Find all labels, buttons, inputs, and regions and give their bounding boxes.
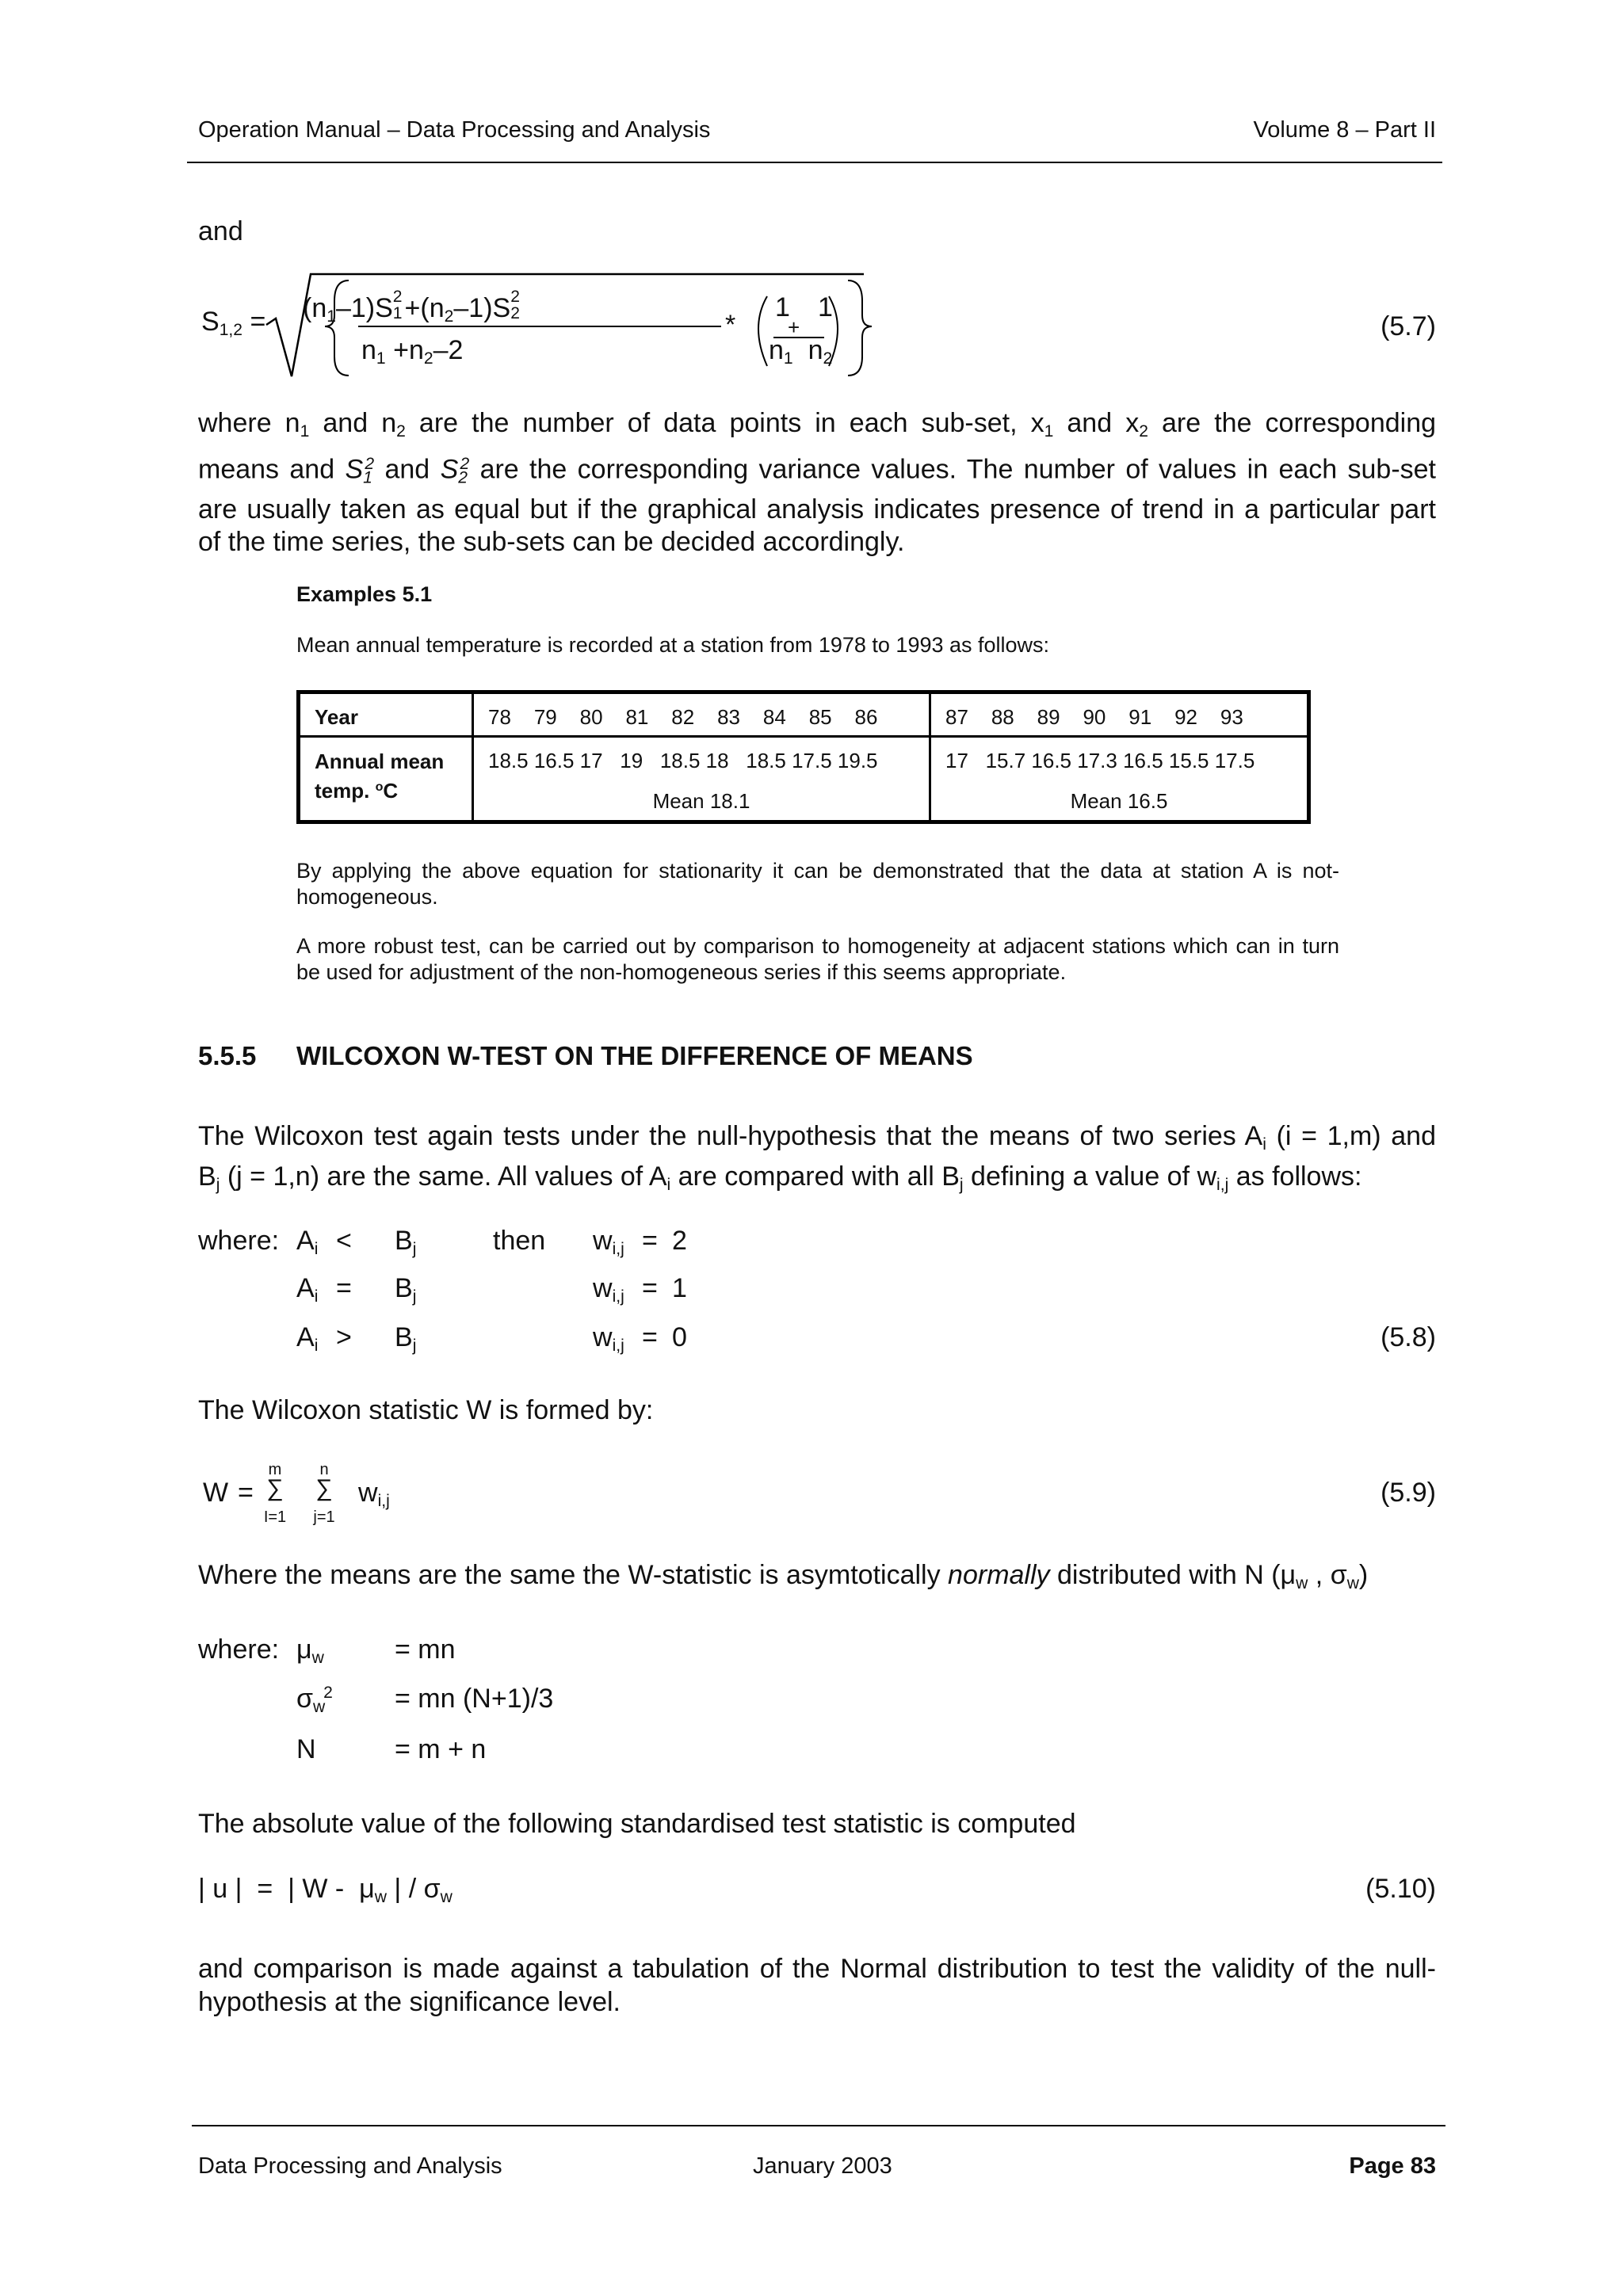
eq57-radical-svg bbox=[262, 269, 872, 388]
eq57-one-b: 1 bbox=[818, 292, 833, 322]
intro-and: and bbox=[198, 216, 243, 246]
eq57-one-a: 1 bbox=[775, 292, 790, 322]
header-rule bbox=[187, 162, 1442, 163]
para1-line3: are usually taken as equal but if the graphical analysis indicates presence of trend in a particular part bbox=[198, 494, 1436, 525]
rule3-w: $w_{i,j}$ bbox=[593, 1322, 624, 1355]
para6-line1: and comparison is made against a tabulation of the Normal distribution to test the validity of the null- bbox=[198, 1954, 1436, 1984]
table-row-temps bbox=[299, 737, 1309, 822]
note1-line1: By applying the above equation for stationarity it can be demonstrated that the data at station A is not- bbox=[296, 859, 1339, 883]
rule2-b: $B_j$ bbox=[395, 1273, 417, 1306]
eq57-numerator: $(n_1-1)S$ 2 1 $+(n_2-1)S$ 2 2 bbox=[303, 288, 520, 326]
def-n-value: = m + n bbox=[395, 1734, 487, 1764]
rules-where: where: bbox=[198, 1226, 280, 1256]
eq59-eq: = bbox=[238, 1478, 254, 1508]
eq59-m: m bbox=[268, 1461, 282, 1478]
eq57-label: (5.7) bbox=[1381, 311, 1436, 341]
rule2-a: $A_i$ bbox=[296, 1273, 319, 1306]
paragraph-absolute: The absolute value of the following standardised test statistic is computed bbox=[198, 1809, 1076, 1839]
note2-line2: be used for adjustment of the non-homogeneous series if this seems appropriate. bbox=[296, 960, 1067, 984]
footer-page-number: Page 83 bbox=[1349, 2153, 1436, 2179]
paragraph-variance bbox=[198, 407, 1436, 559]
right-brace bbox=[848, 280, 872, 376]
rule1-then: then bbox=[493, 1226, 546, 1256]
temperature-table bbox=[296, 690, 1311, 824]
rule1-op: < bbox=[336, 1226, 352, 1256]
temps-cell-2 bbox=[930, 737, 1309, 822]
rule2-op: = bbox=[336, 1273, 352, 1303]
mean-1: Mean 18.1 bbox=[652, 789, 750, 813]
rule2-value: 1 bbox=[672, 1273, 687, 1303]
para6-line2: hypothesis at the significance level. bbox=[198, 1987, 621, 2017]
eq57-inner-plus: + bbox=[788, 315, 800, 339]
note1-line2: homogeneous. bbox=[296, 885, 438, 909]
header-volume: Volume 8 – Part II bbox=[1253, 117, 1436, 143]
eq59-wij: $w_{i,j}$ bbox=[358, 1478, 390, 1510]
header-title: Operation Manual – Data Processing and Analysis bbox=[198, 117, 711, 143]
rule1-w: $w_{i,j}$ bbox=[593, 1226, 624, 1258]
rule1-a: $A_i$ bbox=[296, 1226, 319, 1258]
eq59-w: W bbox=[203, 1478, 229, 1508]
rule3-a: $A_i$ bbox=[296, 1322, 319, 1355]
equation-5-7 bbox=[198, 269, 1466, 388]
rule3-value: 0 bbox=[672, 1322, 687, 1352]
eq59-label: (5.9) bbox=[1381, 1478, 1436, 1508]
para1-line1: where $n_1$ and $n_2$ are the number of data points in each sub-set, $x_1$ and $x_2$ are the corresponding bbox=[198, 408, 1437, 441]
note2-line1: A more robust test, can be carried out by comparison to homogeneity at adjacent stations which can in turn bbox=[296, 934, 1339, 958]
rule3-eq: = bbox=[642, 1322, 658, 1352]
def-n: N bbox=[296, 1734, 316, 1764]
eq57-denominator: $n_1 +n_2-2$ bbox=[361, 335, 464, 368]
rule2-w: $w_{i,j}$ bbox=[593, 1273, 624, 1306]
para2-line1: The Wilcoxon test again tests under the null-hypothesis that the means of two series $A_i$ (i = 1,m) and bbox=[198, 1121, 1437, 1154]
year-label: Year bbox=[315, 705, 358, 729]
year-header-cell bbox=[299, 692, 473, 737]
left-paren bbox=[758, 296, 767, 366]
def-sigma-value: = mn (N+1)/3 bbox=[395, 1684, 554, 1714]
years-cell-2 bbox=[930, 692, 1309, 737]
footer-date: January 2003 bbox=[753, 2153, 892, 2179]
eq59-n: n bbox=[319, 1461, 329, 1478]
para1-line4: of the time series, the sub-sets can be decided accordingly. bbox=[198, 527, 905, 558]
def-sigma: $\sigma_w^2$ bbox=[296, 1684, 333, 1716]
eq510: | u | = | W - $\mu_w$ | / $\sigma_w$ bbox=[198, 1874, 453, 1906]
para2-line2: $B_j$ (j = 1,n) are the same. All values of $A_i$ are compared with all $B_j$ defining a value of $w_{i,j}$ as follows: bbox=[198, 1161, 1362, 1194]
example-intro: Mean annual temperature is recorded at a station from 1978 to 1993 as follows: bbox=[296, 633, 1050, 657]
rule2-eq: = bbox=[642, 1273, 658, 1303]
def-mu: $\mu_w$ bbox=[296, 1634, 324, 1667]
eq57-n-denoms: $n_1$ $n_2$ bbox=[769, 335, 833, 368]
eq59-sigma-2: ∑ bbox=[315, 1475, 333, 1501]
para1-line2: means and $S_1^2$ and $S_2^2$ are the corresponding variance values. The number of values in each sub-set bbox=[198, 454, 1437, 487]
paragraph-normal: Where the means are the same the W-statistic is asymtotically normally distributed with N ($\mu_w$ , $\sigma_w$) bbox=[198, 1560, 1369, 1592]
example-note-1 bbox=[296, 858, 1339, 910]
temps-1: 18.5 16.5 17 19 18.5 18 18.5 17.5 19.5 bbox=[488, 749, 878, 772]
mean-2: Mean 16.5 bbox=[1070, 789, 1168, 813]
table-row-years bbox=[299, 692, 1309, 737]
rule3-b: $B_j$ bbox=[395, 1322, 417, 1355]
temp-header-cell bbox=[299, 737, 473, 822]
years-2: 87 88 89 90 91 92 93 bbox=[945, 705, 1243, 729]
rule1-value: 2 bbox=[672, 1226, 687, 1256]
temps-cell-1 bbox=[473, 737, 930, 822]
rule1-b: $B_j$ bbox=[395, 1226, 417, 1258]
eq59-sigma-1: ∑ bbox=[266, 1475, 284, 1501]
paragraph-comparison bbox=[198, 1952, 1436, 2019]
def-mu-value: = mn bbox=[395, 1634, 456, 1665]
rule3-op: > bbox=[336, 1322, 352, 1352]
years-1: 78 79 80 81 82 83 84 85 86 bbox=[488, 705, 878, 729]
footer-rule bbox=[192, 2125, 1445, 2126]
eq59-i1: I=1 bbox=[263, 1508, 287, 1526]
paragraph-statistic: The Wilcoxon statistic W is formed by: bbox=[198, 1395, 654, 1425]
eq59-j1: j=1 bbox=[313, 1508, 335, 1526]
years-cell-1 bbox=[473, 692, 930, 737]
temps-2: 17 15.7 16.5 17.3 16.5 15.5 17.5 bbox=[945, 749, 1255, 772]
rule1-eq: = bbox=[642, 1226, 658, 1256]
paragraph-wilcoxon bbox=[198, 1120, 1436, 1201]
eq58-label: (5.8) bbox=[1381, 1322, 1436, 1352]
section-number: 5.5.5 bbox=[198, 1041, 257, 1070]
eq510-label: (5.10) bbox=[1365, 1874, 1436, 1904]
temp-label: Annual mean temp. $^o$C bbox=[315, 749, 445, 803]
eq57-lhs: $S_{1,2}$ = bbox=[201, 307, 266, 339]
defs-where: where: bbox=[198, 1634, 280, 1665]
eq57-star: * bbox=[725, 310, 736, 340]
example-note-2 bbox=[296, 933, 1339, 986]
section-title: WILCOXON W-TEST ON THE DIFFERENCE OF MEANS bbox=[296, 1041, 973, 1070]
footer-title: Data Processing and Analysis bbox=[198, 2153, 502, 2179]
example-title: Examples 5.1 bbox=[296, 582, 433, 606]
